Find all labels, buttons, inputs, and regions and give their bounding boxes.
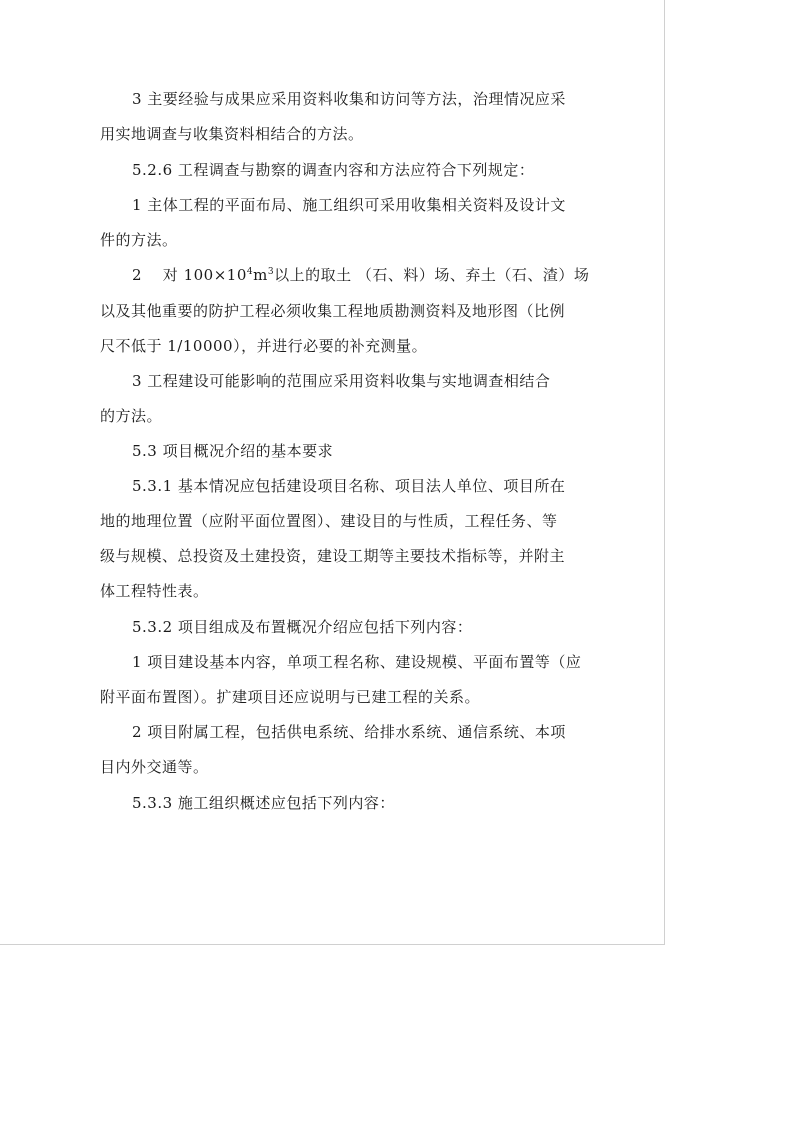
para-line: 1 项目建设基本内容，单项工程名称、建设规模、平面布置等（应 [132, 653, 582, 671]
para-line [132, 265, 589, 285]
para-line: 1 主体工程的平面布局、施工组织可采用收集相关资料及设计文 [132, 196, 566, 214]
para-line: 3 工程建设可能影响的范围应采用资料收集与实地调查相结合 [132, 372, 551, 390]
para-line: 2 项目附属工程，包括供电系统、给排水系统、通信系统、本项 [132, 723, 566, 741]
exponent: 3 [267, 267, 275, 277]
unit: m [253, 266, 268, 284]
section-heading: 5.3 项目概况介绍的基本要求 [132, 442, 334, 460]
para-line: 目内外交通等。 [100, 758, 209, 776]
para-line: 5.3.1 基本情况应包括建设项目名称、项目法人单位、项目所在 [132, 477, 566, 495]
para-line: 地的地理位置（应附平面位置图）、建设目的与性质，工程任务、等 [100, 512, 558, 530]
para-line: 附平面布置图）。扩建项目还应说明与已建工程的关系。 [100, 688, 481, 706]
clause-heading: 5.2.6 工程调查与勘察的调查内容和方法应符合下列规定： [132, 161, 535, 179]
para-line: 尺不低于 1/10000），并进行必要的补充测量。 [100, 337, 428, 355]
para-line: 体工程特性表。 [100, 582, 209, 600]
para-line: 用实地调查与收集资料相结合的方法。 [100, 125, 364, 143]
para-line: 级与规模、总投资及土建投资，建设工期等主要技术指标等，并附主 [100, 547, 566, 565]
item2-prefix: 2 对 100×10 [132, 266, 247, 284]
para-line: 以及其他重要的防护工程必须收集工程地质勘测资料及地形图（比例 [100, 302, 566, 320]
exponent: 4 [246, 267, 254, 277]
para-line: 的方法。 [100, 407, 163, 425]
clause-heading: 5.3.2 项目组成及布置概况介绍应包括下列内容： [132, 618, 473, 636]
item2-rest: 以上的取土 （石、料）场、弃土（石、渣）场 [274, 266, 590, 284]
para-line: 件的方法。 [100, 231, 178, 249]
clause-heading: 5.3.3 施工组织概述应包括下列内容： [132, 794, 395, 812]
para-line: 3 主要经验与成果应采用资料收集和访问等方法，治理情况应采 [132, 90, 566, 108]
